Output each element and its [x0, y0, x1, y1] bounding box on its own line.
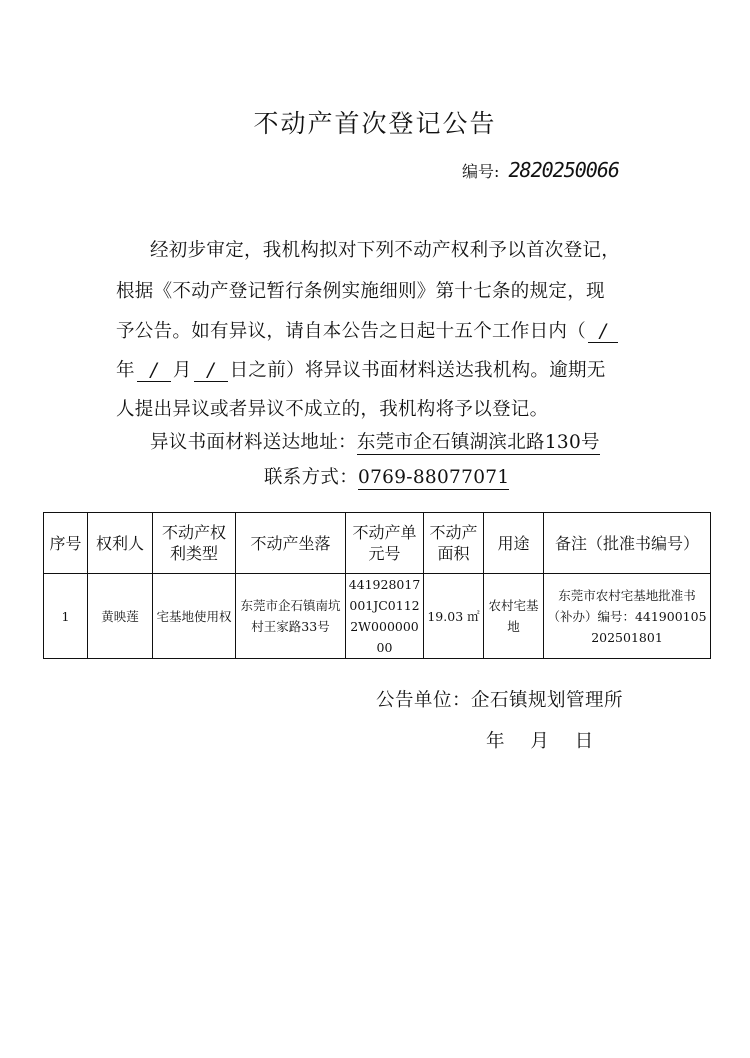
blank-month: /: [137, 361, 171, 382]
issue-date: 年 月 日: [486, 731, 594, 752]
issuer-value: 企石镇规划管理所: [471, 690, 624, 711]
serial-value: 2820250066: [508, 158, 619, 182]
issuer-line: [376, 686, 623, 712]
month-label: 月: [172, 360, 192, 381]
header-location: 不动产坐落: [236, 513, 346, 574]
body-line-1: 经初步审定，我机构拟对下列不动产权利予以首次登记，: [150, 240, 621, 261]
cell-use: 农村宅基地: [484, 574, 544, 659]
body-line-4: [116, 356, 606, 382]
body-line-5: 人提出异议或者异议不成立的，我机构将予以登记。: [116, 399, 549, 420]
notice-title: 不动产首次登记公告: [253, 109, 497, 138]
blank-day-start: /: [588, 322, 618, 343]
cell-area: 19.03 ㎡: [424, 574, 484, 659]
body-line-4-tail: 日之前）将异议书面材料送达我机构。逾期无: [229, 360, 606, 381]
cell-holder: 黄映莲: [88, 574, 153, 659]
issuer-label: 公告单位：: [376, 690, 472, 711]
contact-line: [264, 463, 509, 489]
address-label: 异议书面材料送达地址：: [150, 432, 357, 453]
header-use: 用途: [484, 513, 544, 574]
body-line-3: [116, 317, 620, 343]
header-area: 不动产面积: [424, 513, 484, 574]
year-label: 年: [116, 360, 135, 381]
address-line: [150, 428, 600, 454]
cell-location: 东莞市企石镇南坑村王家路33号: [236, 574, 346, 659]
contact-value: 0769-88077071: [358, 467, 510, 488]
header-right-type: 不动产权利类型: [153, 513, 236, 574]
body-line-2: 根据《不动产登记暂行条例实施细则》第十七条的规定，现: [116, 281, 605, 302]
table-row: [44, 574, 711, 659]
serial-label: 编号:: [462, 162, 500, 181]
address-value: 东莞市企石镇湖滨北路130号: [356, 432, 600, 453]
body-line-3-text: 予公告。如有异议，请自本公告之日起十五个工作日内（: [116, 321, 587, 342]
registration-table: [43, 512, 711, 659]
serial-number: [462, 158, 619, 182]
cell-unit-no: 441928017001JC01122W00000000: [346, 574, 424, 659]
cell-index: 1: [44, 574, 88, 659]
cell-right-type: 宅基地使用权: [153, 574, 236, 659]
contact-label: 联系方式：: [264, 467, 359, 488]
blank-day: /: [194, 361, 228, 382]
header-unit-no: 不动产单元号: [346, 513, 424, 574]
table-header-row: [44, 513, 711, 574]
cell-remark: 东莞市农村宅基地批准书（补办）编号：441900105202501801: [544, 574, 711, 659]
header-remark: 备注（批准书编号）: [544, 513, 711, 574]
header-holder: 权利人: [88, 513, 153, 574]
header-index: 序号: [44, 513, 88, 574]
